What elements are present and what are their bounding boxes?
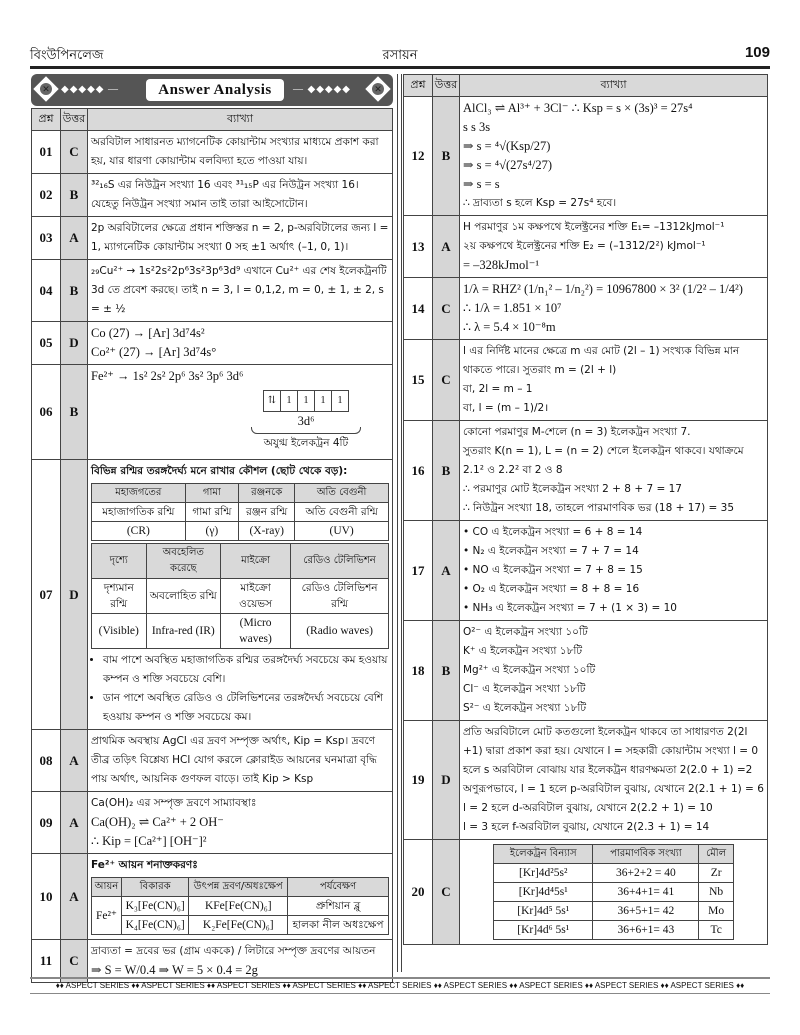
footer-series-strip: ♦♦ ASPECT SERIES ♦♦ ASPECT SERIES ♦♦ ASPECT SERIES ♦♦ ASPECT SERIES ♦♦ ASPECT SERIES ♦♦ ASPECT SERIES ♦♦ ASPECT SERIES ♦♦ ASPECT SERIES ♦♦ ASPECT SERIES ♦♦ [30,977,770,994]
explanation-line: 1/λ = RHZ² (1/n₁² – 1/n₂²) = 10967800 × 3² (1/2² – 1/4²) [463,282,743,296]
explanation-cell [88,460,393,730]
inner-cell: মাইক্রো [221,544,291,579]
inner-row [92,579,389,614]
question-number: 12 [404,97,433,216]
explanation-cell [460,840,768,945]
explanation-cell [88,854,393,940]
explanation-line: সুতরাং K(n = 1), L = (n = 2) শেলে ইলেকট্রন থাকবে। যথাক্রমে 2.1² ও 2.2² বা 2 ও 8 [463,445,744,476]
question-number: 20 [404,840,433,945]
orbital-box: 1 [337,395,343,406]
inner-cell: গামা [185,484,238,503]
explanation-line: ⇒ s = ⁴√(Ksp/27) [463,139,551,153]
explanation-cell [88,217,393,260]
explanation-cell [88,730,393,792]
explanation-line: • CO এ ইলেকট্রন সংখ্যা = 6 + 8 = 14 [463,526,643,538]
answer-letter: B [61,260,88,322]
explanation-cell [460,521,768,621]
question-number: 16 [404,421,433,521]
inner-cell: 36+6+1= 43 [593,921,699,940]
answer-row [404,521,768,621]
explanation-line: l এর নির্দিষ্ট মানের ক্ষেত্রে m এর মোট (2l – 1) সংখ্যক বিভিন্ন মান থাকতে পারে। সুতরাং m = (2l + l) [463,345,740,376]
explanation-line: Fe²⁺ → 1s² 2s² 2p⁶ 3s² 3p⁶ 3d⁶ [91,369,244,383]
inner-header-cell: মৌল [699,845,734,864]
explanation-line: Co²⁺ (27) → [Ar] 3d⁷4s° [91,345,217,359]
inner-row [92,897,389,916]
page-number: 109 [744,44,770,61]
orbital-boxes [263,390,349,412]
inner-cell: অতি বেগুনী [295,484,389,503]
inner-row [494,864,734,883]
explanation-cell [88,260,393,322]
inner-cell: K₂Fe[Fe(CN)₆] [189,916,288,935]
explanation-line: H পরমাণুর ১ম কক্ষপথে ইলেক্ট্রনের শক্তি E₁= –1312kJmol⁻¹ [463,221,725,233]
question-number: 03 [32,217,61,260]
inner-cell: (UV) [295,522,389,541]
answer-row [32,460,393,730]
answer-row [32,854,393,940]
inner-cell: 36+2+2 = 40 [593,864,699,883]
explanation-line: O²⁻ এ ইলেকট্রন সংখ্যা ১০টি [463,626,588,638]
inner-cell: মাইক্রো ওয়েভস [221,579,291,614]
inner-cell: অবহেলিত করেছে [146,544,220,579]
answer-letter: A [61,854,88,940]
orbital-label: 3d⁶ [297,414,315,428]
orbital-note: অযুগ্ম ইলেকট্রন 4টি [263,437,349,449]
col-answer: উত্তর [61,109,88,131]
answer-letter: B [61,174,88,217]
banner-title: Answer Analysis [146,79,284,101]
inner-cell: (Micro waves) [221,614,291,649]
question-number: 11 [32,940,61,983]
inner-row [92,544,389,579]
col-answer: উত্তর [433,75,460,97]
explanation-line: s s 3s [463,120,491,134]
inner-cell: (Visible) [92,614,147,649]
answer-letter: D [433,721,460,840]
explanation-cell [460,721,768,840]
answer-row [404,421,768,521]
explanation-line: প্রাথমিক অবস্থায় AgCl এর দ্রবণ সম্পৃক্ত অর্থাৎ, Kip = Ksp। দ্রবণে তীব্র তড়িৎ বিশ্লেষ্য HCl যোগ করলে ক্লোরাইড আয়নের ঘনমাত্রা বৃদ্ধি পায় অর্থাৎ, আয়নিক গুণফল বাড়ে। তাই Kip > Ksp [91,735,377,785]
left-column [31,74,393,983]
data-table [493,844,734,940]
explanation-line: Mg²⁺ এ ইলেকট্রন সংখ্যা ১০টি [463,664,596,676]
inner-cell: মহাজাগতিক রশ্মি [92,503,186,522]
explanation-line: • O₂ এ ইলেকট্রন সংখ্যা = 8 + 8 = 16 [463,583,640,595]
answer-analysis-banner [31,74,393,106]
explanation-line: 2p অরবিটালের ক্ষেত্রে প্রধান শক্তিস্তর n = 2, p-অরবিটালের জন্য l = 1, ম্যাগনেটিক কোয়ান্টাম সংখ্যা 0 সহ ±1 অর্থাৎ (–1, 0, 1)। [91,222,389,253]
dots-icon: ◆◆◆◆◆ — [61,84,119,95]
data-table [91,877,389,935]
answer-row [32,260,393,322]
answer-letter: B [433,421,460,521]
question-number: 14 [404,278,433,340]
explanation-cell [460,97,768,216]
inner-cell: Tc [699,921,734,940]
explanation-line: Co (27) → [Ar] 3d⁷4s² [91,326,205,340]
ornament-icon: ✕ [33,76,58,101]
inner-row [92,916,389,935]
inner-cell: Mo [699,902,734,921]
explanation-line: দ্রাব্যতা = দ্রবের ভর (গ্রাম এককে) / লিটারে সম্পৃক্ত দ্রবণের আয়তন [91,945,376,957]
orbital-box: 1 [298,391,315,411]
answer-row [404,340,768,421]
inner-cell: [Kr]4d²5s² [494,864,593,883]
explanation-line: ∴ 1/λ = 1.851 × 10⁷ [463,301,562,315]
inner-header-cell: পর্যবেক্ষণ [288,878,389,897]
question-number: 19 [404,721,433,840]
inner-row [494,921,734,940]
answer-row [404,840,768,945]
orbital-box: 1 [281,391,298,411]
inner-cell: Infra-red (IR) [146,614,220,649]
explanation-line: অরবিটাল সাধারনত ম্যাগনেটিক কোয়ান্টাম সংখ্যার মাধ্যমে প্রকাশ করা হয়, যার ধারণা কোয়ান্টাম বলবিদ্যা হতে পাওয়া যায়। [91,136,379,167]
inner-cell: প্রুশিয়ান ব্লু [288,897,389,916]
inner-cell: রঞ্জন রশ্মি [239,503,295,522]
inner-row [92,614,389,649]
orbital-diagram [251,390,361,453]
col-question: প্রশ্ন [32,109,61,131]
inner-row [494,883,734,902]
explanation-cell [88,174,393,217]
explanation-line: অণুরূপভাবে, l = 1 হলে p-অরবিটাল বুঝায়, যেখানে 2(2.1 + 1) = 6 [463,783,764,795]
explanation-line: কোনো পরমাণুর M-শেলে (n = 3) ইলেকট্রন সংখ্যা 7. [463,426,691,438]
inner-header-cell: আয়ন [92,878,122,897]
inner-header-cell: ইলেকট্রন বিন্যাস [494,845,593,864]
explanation-line: K⁺ এ ইলেকট্রন সংখ্যা ১৮টি [463,645,583,657]
explanation-line: বা, 2l = m – 1 [463,383,533,395]
answer-letter: A [433,216,460,278]
answer-row [32,792,393,854]
explanation-line: Ca(OH)₂ এর সম্পৃক্ত দ্রবণে সাম্যাবস্থাঃ [91,797,257,809]
inner-cell: (Radio waves) [291,614,389,649]
explanation-line: ⇒ s = s [463,177,500,191]
answer-letter: C [433,278,460,340]
inner-cell: গামা রশ্মি [185,503,238,522]
col-explanation: ব্যাখ্যা [88,109,393,131]
inner-cell: রেডিও টেলিভিশন [291,544,389,579]
question-number: 13 [404,216,433,278]
explanation-line: • NH₃ এ ইলেকট্রন সংখ্যা = 7 + (1 × 3) = 10 [463,602,677,614]
explanation-line: ³²₁₆S এর নিউট্রন সংখ্যা 16 এবং ³¹₁₅P এর নিউট্রন সংখ্যা 16। যেহেতু নিউট্রন সংখ্যা সমান তাই তারা আইসোটোন। [91,179,359,210]
col-question: প্রশ্ন [404,75,433,97]
explanation-line: ₂₉Cu²⁺ → 1s²2s²2p⁶3s²3p⁶3d⁹ এখানে Cu²⁺ এর শেষ ইলেকট্রনটি 3d তে প্রবেশ করছে। তাই n = 3, l = 0,1,2, m = 0, ± 1, ± 2, s = ± ½ [91,265,387,315]
bullet-item: • ডান পাশে অবস্থিত রেডিও ও টেলিভিশনের তরঙ্গদৈর্ঘ্য সবচেয়ে বেশি হওয়ায় কম্পন ও শক্তি সবচেয়ে কম। [103,689,389,727]
inner-cell: মহাজগতের [92,484,186,503]
wavelength-table [91,483,389,541]
col-explanation: ব্যাখ্যা [460,75,768,97]
answer-letter: A [61,217,88,260]
explanation-line: = –328kJmol⁻¹ [463,258,540,272]
inner-header-row [494,845,734,864]
inner-cell: 36+5+1= 42 [593,902,699,921]
answer-letter: C [433,340,460,421]
answer-row [404,97,768,216]
explanation-cell [88,792,393,854]
inner-cell: KFe[Fe(CN)₆] [189,897,288,916]
answer-letter: A [61,792,88,854]
inner-cell: (CR) [92,522,186,541]
question-number: 01 [32,131,61,174]
column-divider [397,74,402,972]
explanation-intro: Fe²⁺ আয়ন শনাক্তকরণঃ [91,859,198,871]
explanation-line: বা, l = (m – 1)/2। [463,402,549,414]
answer-letter: A [61,730,88,792]
explanation-intro: বিভিন্ন রশ্মির তরঙ্গদৈর্ঘ্য মনে রাখার কৌশল (ছোট থেকে বড়): [91,465,348,477]
question-number: 15 [404,340,433,421]
inner-cell: Nb [699,883,734,902]
table-header-row [32,109,393,131]
orbital-box: ⇅ [264,391,281,411]
inner-cell: অতি বেগুনী রশ্মি [295,503,389,522]
inner-cell: Zr [699,864,734,883]
ion-cell: Fe²⁺ [92,897,122,935]
explanation-cell [88,131,393,174]
explanation-line: Cl⁻ এ ইলেকট্রন সংখ্যা ১৮টি [463,683,586,695]
inner-cell: [Kr]4d⁶ 5s¹ [494,921,593,940]
inner-cell: অবলোহিত রশ্মি [146,579,220,614]
answer-letter: B [433,621,460,721]
inner-cell: K₄[Fe(CN)₆] [121,916,188,935]
question-number: 05 [32,322,61,365]
inner-cell: (γ) [185,522,238,541]
explanation-line: ∴ দ্রাব্যতা s হলে Ksp = 27s⁴ হবে। [463,197,617,209]
explanation-cell [88,322,393,365]
inner-cell: [Kr]4d⁵ 5s¹ [494,902,593,921]
inner-cell: [Kr]4d⁴5s¹ [494,883,593,902]
page-header [30,44,770,69]
explanation-line: ∴ পরমাণুর মোট ইলেকট্রন সংখ্যা 2 + 8 + 7 = 17 [463,483,682,495]
explanation-line: প্রতি অরবিটালে মোট কতগুলো ইলেকট্রন থাকবে তা সাধারণত 2(2l +1) দ্বারা প্রকাশ করা হয়। যেখানে l = সহকারী কোয়ান্টাম সংখ্যা l = 0 হলে s অরবিটাল বোঝায় যার ইলেকট্রন ধারণক্ষমতা 2(2.0 + 1) =2 [463,726,759,776]
answer-letter: B [61,365,88,460]
explanation-cell [88,365,393,460]
question-number: 04 [32,260,61,322]
question-number: 17 [404,521,433,621]
subject-title: রসায়ন [382,48,418,63]
inner-cell: দৃশ্যমান রশ্মি [92,579,147,614]
table-header-row [404,75,768,97]
question-number: 18 [404,621,433,721]
inner-header-cell: পারমাণবিক সংখ্যা [593,845,699,864]
answer-table-right [403,74,768,945]
inner-row [92,503,389,522]
wavelength-table [91,543,389,649]
question-number: 06 [32,365,61,460]
explanation-line: l = 2 হলে d-অরবিটাল বুঝায়, যেখানে 2(2.2 + 1) = 10 [463,802,713,814]
answer-letter: C [61,940,88,983]
answer-letter: B [433,97,460,216]
dots-icon: — ◆◆◆◆◆ [293,84,351,95]
answer-table-left [31,108,393,983]
explanation-cell [460,421,768,521]
right-column [403,74,768,945]
explanation-line: • NO এ ইলেকট্রন সংখ্যা = 7 + 8 = 15 [463,564,643,576]
inner-row [92,484,389,503]
bullet-item: • বাম পাশে অবস্থিত মহাজাগতিক রশ্মির তরঙ্গদৈর্ঘ্য সবচেয়ে কম হওয়ায় কম্পন ও শক্তি সবচেয়ে বেশি। [103,651,389,689]
inner-cell: K₃[Fe(CN)₆] [121,897,188,916]
answer-letter: C [433,840,460,945]
answer-row [32,730,393,792]
answer-letter: D [61,322,88,365]
inner-cell: দৃশ্যে [92,544,147,579]
inner-cell: হালকা নীল অধঃক্ষেপ [288,916,389,935]
question-number: 02 [32,174,61,217]
answer-row [32,322,393,365]
explanation-cell [460,278,768,340]
question-number: 09 [32,792,61,854]
inner-row [92,522,389,541]
inner-cell: 36+4+1= 41 [593,883,699,902]
answer-row [404,721,768,840]
explanation-line: l = 3 হলে f-অরবিটাল বুঝায়, যেখানে 2(2.3 + 1) = 14 [463,821,710,833]
explanation-line: AlCl₃ ⇌ Al³⁺ + 3Cl⁻ ∴ Ksp = s × (3s)³ = 27s⁴ [463,101,693,115]
inner-header-cell: উৎপন্ন দ্রবণ/অধঃক্ষেপ [189,878,288,897]
bullet-list [91,651,389,727]
question-number: 07 [32,460,61,730]
inner-row [494,902,734,921]
answer-row [32,217,393,260]
explanation-line: ∴ নিউট্রন সংখ্যা 18, তাহলে পারমাণবিক ভর (18 + 17) = 35 [463,502,735,514]
explanation-line: Ca(OH)₂ ⇌ Ca²⁺ + 2 OH⁻ [91,815,224,829]
inner-cell: রঞ্জনকে [239,484,295,503]
question-number: 10 [32,854,61,940]
inner-cell: (X-ray) [239,522,295,541]
answer-row [32,365,393,460]
inner-header-row [92,878,389,897]
orbital-box: 1 [315,391,332,411]
answer-row [404,621,768,721]
explanation-cell [460,216,768,278]
explanation-line: ∴ λ = 5.4 × 10⁻⁸m [463,320,556,334]
explanation-line: ⇒ s = ⁴√(27s⁴/27) [463,158,553,172]
explanation-cell [460,340,768,421]
question-number: 08 [32,730,61,792]
inner-cell: রেডিও টেলিভিশন রশ্মি [291,579,389,614]
answer-row [32,131,393,174]
explanation-line: ∴ Kip = [Ca²⁺] [OH⁻]² [91,834,207,848]
answer-letter: D [61,460,88,730]
explanation-line: • N₂ এ ইলেকট্রন সংখ্যা = 7 + 7 = 14 [463,545,639,557]
explanation-line: ২য় কক্ষপথে ইলেক্ট্রনের শক্তি E₂ = (–1312/2²) kJmol⁻¹ [463,240,706,252]
answer-letter: A [433,521,460,621]
explanation-line: S²⁻ এ ইলেকট্রন সংখ্যা ১৮টি [463,702,587,714]
ornament-icon: ✕ [365,76,390,101]
book-title: বিংউপিনলেজ [30,48,104,63]
explanation-line: ⇒ S = W/0.4 ⇒ W = 5 × 0.4 = 2g [91,963,258,977]
explanation-cell [460,621,768,721]
answer-row [404,216,768,278]
inner-header-cell: বিকারক [121,878,188,897]
answer-row [404,278,768,340]
answer-row [32,174,393,217]
answer-letter: C [61,131,88,174]
